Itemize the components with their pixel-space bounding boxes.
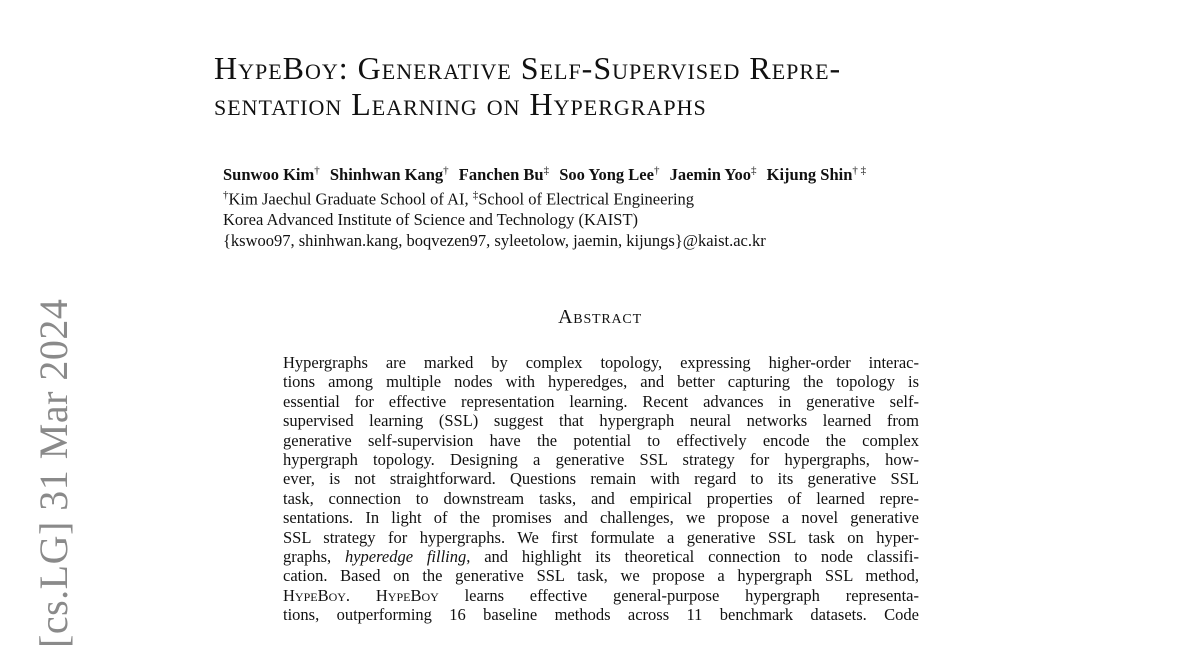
- abstract-line: graphs, hyperedge filling, and highlight its theoretical connection to node classifi-: [283, 547, 920, 567]
- author: Sunwoo Kim†: [223, 164, 320, 184]
- abstract-line: sentations. In light of the promises and challenges, we propose a novel generative: [283, 508, 919, 528]
- title-line-2: sentation Learning on Hypergraphs: [214, 86, 707, 122]
- abstract-line: cation. Based on the generative SSL task, we propose a hypergraph SSL method,: [283, 566, 919, 586]
- arxiv-stamp: [22, 300, 82, 648]
- abstract-line: task, connection to downstream tasks, and empirical properties of learned repre-: [283, 488, 919, 508]
- title-line-1: HypeBoy: Generative Self-Supervised Repre-: [214, 50, 842, 86]
- arxiv-stamp-text: [cs.LG] 31 Mar 2024: [31, 298, 76, 648]
- author-names: [223, 160, 1043, 185]
- paper-title: [214, 50, 1014, 122]
- affiliation-line: †Kim Jaechul Graduate School of AI, ‡School of Electrical Engineering: [223, 188, 695, 208]
- abstract-line: ever, is not straightforward. Questions remain with regard to its generative SSL: [283, 469, 919, 489]
- abstract-line: tions among multiple nodes with hyperedges, and better capturing the topology is: [283, 372, 919, 392]
- abstract-line: generative self-supervision have the potential to effectively encode the complex: [283, 430, 919, 450]
- author: Shinhwan Kang†: [329, 164, 449, 184]
- abstract-line: SSL strategy for hypergraphs. We first formulate a generative SSL task on hyper-: [283, 527, 919, 547]
- method-name: HypeBoy: [375, 585, 439, 605]
- institute-line: Korea Advanced Institute of Science and Technology (KAIST): [223, 210, 639, 229]
- method-name: HypeBoy.: [283, 585, 351, 605]
- abstract-line: Hypergraphs are marked by complex topology, expressing higher-order interac-: [283, 353, 919, 372]
- abstract-body: [283, 353, 919, 625]
- author: Soo Yong Lee†: [559, 164, 660, 184]
- abstract-heading: Abstract: [558, 306, 642, 328]
- abstract-line: essential for effective representation learning. Recent advances in generative self-: [283, 391, 919, 411]
- abstract-line: tions, outperforming 16 baseline methods across 11 benchmark datasets. Code: [283, 605, 919, 625]
- emphasis-term: hyperedge filling: [344, 547, 467, 567]
- abstract-line: supervised learning (SSL) suggest that hypergraph neural networks learned from: [283, 411, 919, 431]
- author: Jaemin Yoo‡: [669, 164, 757, 184]
- author-block: [223, 160, 1043, 251]
- email-line: {kswoo97, shinhwan.kang, boqvezen97, syleetolow, jaemin, kijungs}@kaist.ac.kr: [223, 231, 766, 250]
- author: Fanchen Bu‡: [458, 164, 550, 184]
- abstract-line: HypeBoy. HypeBoy learns effective general-purpose hypergraph representa-: [283, 585, 919, 605]
- abstract-line: hypergraph topology. Designing a generative SSL strategy for hypergraphs, how-: [283, 450, 919, 470]
- author: Kijung Shin† ‡: [766, 164, 867, 184]
